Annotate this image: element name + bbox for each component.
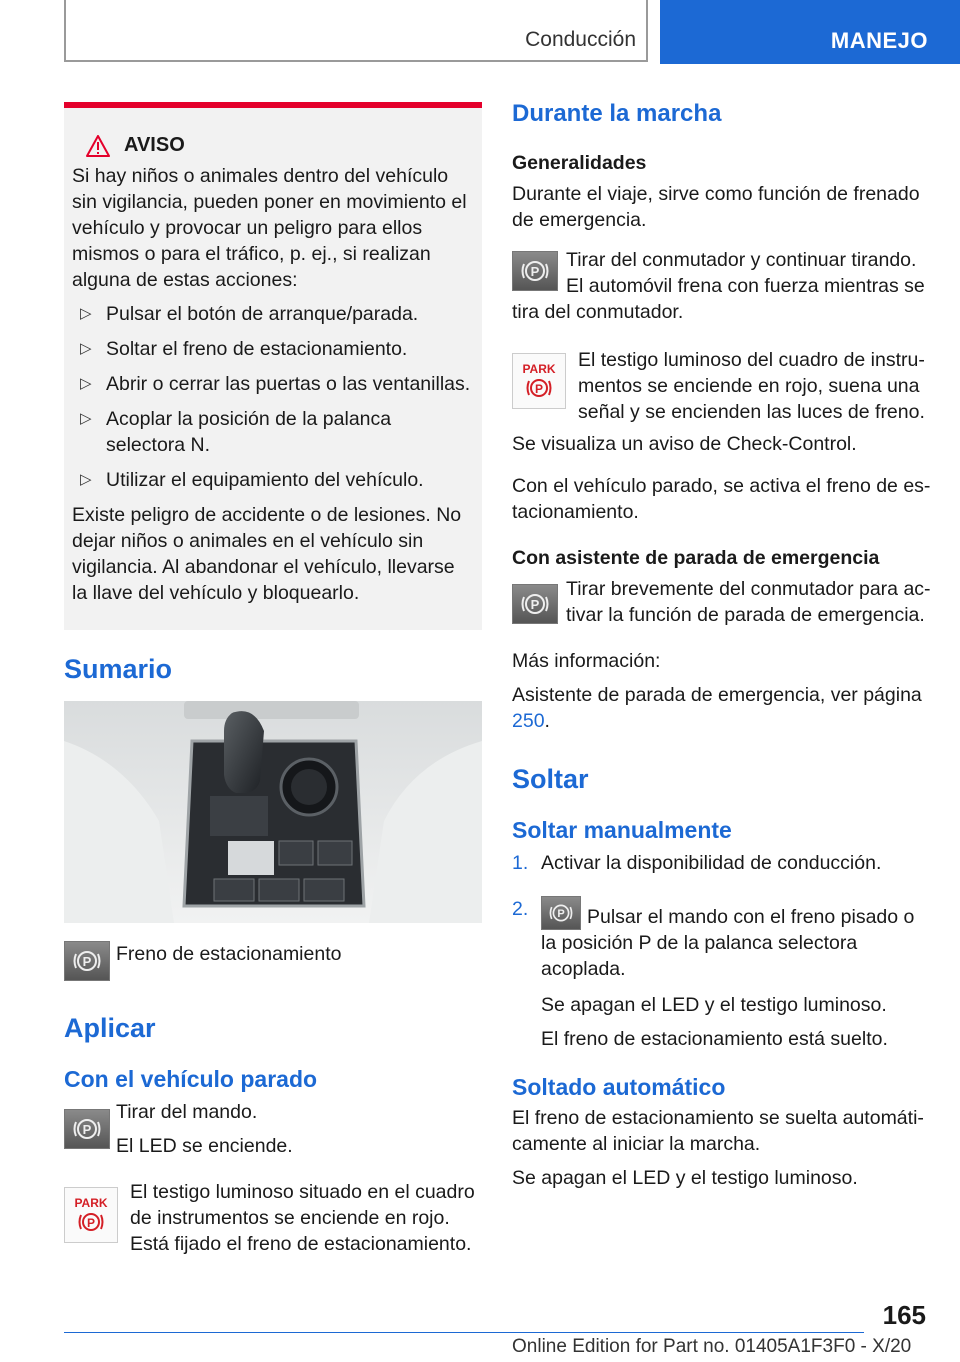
warning-outro: Existe peligro de accidente o de lesiones. No dejar niños o animales en el vehículo sin vigilancia. Al abandonar el vehículo, llevarse la llave del vehículo y bloquearlo. [72, 504, 462, 604]
marcha-pull-step [512, 247, 932, 325]
warning-title [86, 134, 474, 157]
warning-list [72, 301, 474, 493]
list-item: ▷ Utilizar el equipamiento del vehículo. [80, 469, 424, 491]
p-circle-icon [520, 591, 550, 617]
park-warning-icon [512, 353, 566, 409]
parking-brake-button-icon [512, 584, 558, 624]
aplicar-step1: Tirar del mando. [116, 1101, 258, 1123]
reference-text: Asistente de parada de emergencia, ver página 250. [512, 684, 922, 732]
aplicar-park-text: El testigo luminoso situado en el cuadro de instrumentos se enciende en rojo. Está fijado el freno de estacionamiento. [130, 1181, 475, 1255]
soltar-step2-result-a: Se apagan el LED y el testigo luminoso. [541, 994, 887, 1016]
svg-text:P: P [82, 954, 92, 969]
list-item: 1. Activar la disponibilidad de conducción. [512, 852, 882, 874]
p-circle-red-icon [524, 376, 554, 400]
soltado-auto-heading: Soltado automático [512, 1074, 726, 1100]
park-warning-icon [64, 1187, 118, 1243]
soltar-heading: Soltar [512, 764, 589, 794]
list-item: ▷ Pulsar el botón de arranque/parada. [80, 303, 419, 325]
svg-text:P: P [82, 1122, 92, 1137]
soltar-step2-result-b: El freno de estacionamiento está suelto. [541, 1028, 888, 1050]
marcha-pull-text: Tirar del conmutador y continuar tirando. El automóvil frena con fuerza mientras se tira del conmutador. [512, 249, 925, 323]
footer-divider [64, 1332, 864, 1333]
parking-brake-legend [64, 941, 482, 981]
parked-text: Con el vehículo parado, se activa el freno de estacionamiento. [512, 475, 931, 523]
parking-brake-button-icon [541, 896, 581, 930]
aplicar-step2: El LED se enciende. [116, 1135, 293, 1157]
parking-brake-caption: Freno de estacionamiento [116, 943, 342, 965]
warning-box [64, 102, 482, 630]
p-circle-icon [520, 258, 550, 284]
triangle-bullet-icon: ▷ [80, 340, 92, 357]
generalidades-heading: Generalidades [512, 152, 647, 174]
header-chapter-title: MANEJO [830, 28, 928, 53]
triangle-bullet-icon: ▷ [80, 375, 92, 392]
parking-brake-button-icon [64, 1109, 110, 1149]
svg-text:P: P [530, 264, 540, 279]
footer-edition: Online Edition for Part no. 01405A1F3F0 - X/20 [512, 1336, 912, 1357]
page-reference-link[interactable]: 250 [512, 710, 545, 732]
gear-console-photo [64, 701, 482, 923]
marcha-park-indicator [512, 347, 932, 425]
park-icon-label: PARK [74, 1195, 108, 1210]
right-column [512, 100, 932, 1191]
asistente-heading: Con asistente de parada de emergencia [512, 547, 880, 569]
sumario-heading: Sumario [64, 654, 173, 684]
header-section-box [64, 0, 648, 62]
parking-brake-button-icon [512, 251, 558, 291]
triangle-bullet-icon: ▷ [80, 471, 92, 488]
header-section-title: Conducción [525, 28, 636, 51]
soltado-auto-text: El freno de estacionamiento se suelta automáticamente al iniciar la marcha. [512, 1107, 924, 1155]
park-icon-label: PARK [522, 361, 556, 376]
header-chapter-tab [660, 0, 960, 64]
step-number: 1. [512, 852, 529, 874]
aplicar-heading: Aplicar [64, 1013, 156, 1043]
soltar-steps [512, 850, 932, 1052]
warning-title-text: AVISO [124, 134, 185, 156]
marcha-park-text: El testigo luminoso del cuadro de instrumentos se enciende en rojo, suena una señal y se encienden las luces de freno. [578, 349, 925, 423]
svg-text:P: P [534, 381, 544, 396]
step-number: 2. [512, 898, 529, 920]
svg-text:P: P [86, 1215, 96, 1230]
parking-brake-button-icon [64, 941, 110, 981]
list-item: ▷ Abrir o cerrar las puertas o las ventanillas. [80, 373, 471, 395]
warning-triangle-icon [86, 135, 110, 157]
list-item: ▷ Acoplar la posición de la palanca selectora N. [80, 408, 392, 456]
p-circle-icon [72, 948, 102, 974]
aplicar-step [64, 1099, 482, 1159]
soltar-manual-heading: Soltar manualmente [512, 817, 732, 843]
warning-intro: Si hay niños o animales dentro del vehículo sin vigilancia, pueden poner en movimiento el vehículo y provocar un peligro para ellos mismos o para el tráfico, p. ej., si realizan alguna de estas acciones: [72, 165, 467, 291]
page-number: 165 [882, 1300, 926, 1330]
console-illustration [64, 701, 482, 923]
svg-text:P: P [557, 908, 565, 921]
check-control-text: Se visualiza un aviso de Check-Control. [512, 433, 857, 455]
aplicar-subheading: Con el vehículo parado [64, 1066, 318, 1092]
aplicar-park-indicator [64, 1179, 482, 1257]
generalidades-text: Durante el viaje, sirve como función de frenado de emergencia. [512, 183, 920, 231]
asistente-text: Tirar brevemente del conmutador para activar la función de parada de emergencia. [566, 578, 931, 626]
asistente-step [512, 576, 932, 628]
triangle-bullet-icon: ▷ [80, 410, 92, 427]
left-column [64, 102, 482, 1257]
triangle-bullet-icon: ▷ [80, 305, 92, 322]
p-circle-icon [548, 902, 574, 924]
svg-text:P: P [530, 597, 540, 612]
mas-info-label: Más información: [512, 650, 661, 672]
p-circle-icon [72, 1116, 102, 1142]
list-item: 2. P Pulsar el mando con el freno pisado o la posición P de la palanca selectora acoplada. Se apagan el LED y el testigo luminoso. El freno de estacionamiento está suelto. [512, 896, 932, 1052]
p-circle-red-icon [76, 1210, 106, 1234]
soltado-auto-text2: Se apagan el LED y el testigo luminoso. [512, 1167, 858, 1189]
list-item: ▷ Soltar el freno de estacionamiento. [80, 338, 408, 360]
marcha-heading: Durante la marcha [512, 100, 722, 127]
